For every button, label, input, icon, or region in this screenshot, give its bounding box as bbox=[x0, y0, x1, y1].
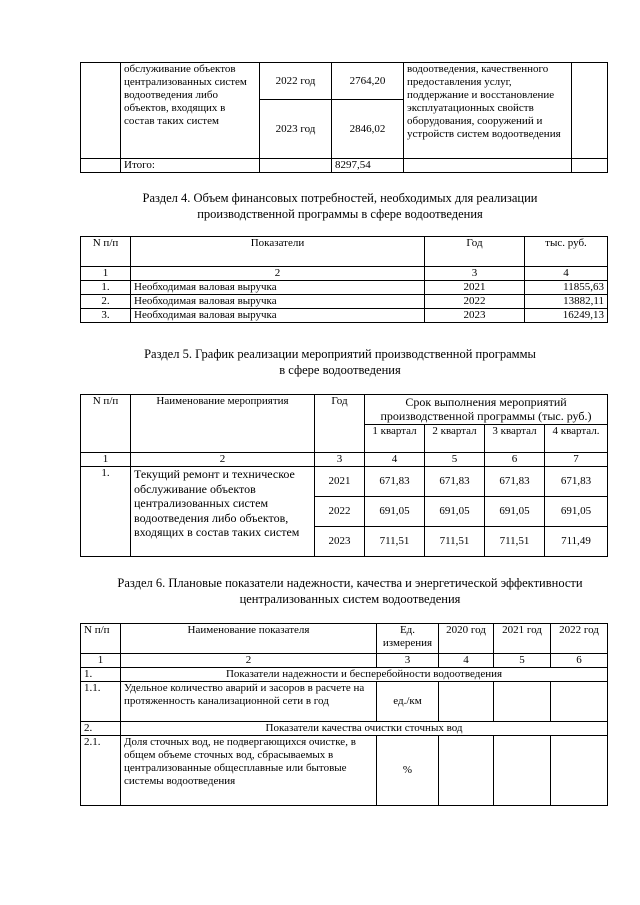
row-unit: % bbox=[377, 736, 439, 806]
row-amount: 16249,13 bbox=[525, 309, 608, 323]
item-name: Текущий ремонт и техническое обслуживание объектов централизованных систем водоотведения либо объектов, входящих в состав таких систем bbox=[131, 467, 315, 557]
col-number: 6 bbox=[551, 654, 608, 668]
row-q1: 711,51 bbox=[365, 527, 425, 557]
header-year: Год bbox=[425, 237, 525, 267]
row-n: 1. bbox=[81, 281, 131, 295]
empty-cell bbox=[439, 736, 494, 806]
row-n: 3. bbox=[81, 309, 131, 323]
col-number: 7 bbox=[545, 453, 608, 467]
top-value-2023: 2846,02 bbox=[332, 100, 404, 159]
col-number: 2 bbox=[131, 453, 315, 467]
group-title: Показатели качества очистки сточных вод bbox=[121, 722, 608, 736]
section4-title-line2: производственной программы в сфере водоотведения bbox=[197, 207, 483, 221]
row-year: 2022 bbox=[315, 497, 365, 527]
row-q2: 671,83 bbox=[425, 467, 485, 497]
header-unit: Ед. измерения bbox=[377, 624, 439, 654]
row-year: 2021 bbox=[425, 281, 525, 295]
row-q1: 671,83 bbox=[365, 467, 425, 497]
col-number: 2 bbox=[131, 267, 425, 281]
header-year: Год bbox=[315, 395, 365, 453]
group-n: 1. bbox=[81, 668, 121, 682]
row-n: 1.1. bbox=[81, 682, 121, 722]
group-title: Показатели надежности и бесперебойности водоотведения bbox=[121, 668, 608, 682]
empty-cell bbox=[260, 159, 332, 173]
col-number: 2 bbox=[121, 654, 377, 668]
row-unit: ед./км bbox=[377, 682, 439, 722]
total-value: 8297,54 bbox=[332, 159, 404, 173]
section4-title-line1: Раздел 4. Объем финансовых потребностей, необходимых для реализации bbox=[142, 191, 538, 205]
row-year: 2023 bbox=[315, 527, 365, 557]
empty-cell bbox=[551, 682, 608, 722]
row-q3: 691,05 bbox=[485, 497, 545, 527]
row-q4: 671,83 bbox=[545, 467, 608, 497]
col-number: 3 bbox=[315, 453, 365, 467]
header-n: N п/п bbox=[81, 624, 121, 654]
top-description: обслуживание объектов централизованных систем водоотведения либо объектов, входящих в состав таких систем bbox=[121, 63, 260, 159]
top-value-2022: 2764,20 bbox=[332, 63, 404, 100]
row-q4: 711,49 bbox=[545, 527, 608, 557]
row-q3: 671,83 bbox=[485, 467, 545, 497]
row-amount: 13882,11 bbox=[525, 295, 608, 309]
group-n: 2. bbox=[81, 722, 121, 736]
header-2021: 2021 год bbox=[494, 624, 551, 654]
row-q2: 691,05 bbox=[425, 497, 485, 527]
row-year: 2022 bbox=[425, 295, 525, 309]
row-name: Удельное количество аварий и засоров в расчете на протяженность канализационной сети в год bbox=[121, 682, 377, 722]
row-n: 2.1. bbox=[81, 736, 121, 806]
empty-cell bbox=[439, 682, 494, 722]
row-n: 2. bbox=[81, 295, 131, 309]
section4-table bbox=[80, 236, 608, 323]
empty-cell bbox=[572, 159, 608, 173]
section6-title-line2: централизованных систем водоотведения bbox=[239, 592, 461, 606]
row-indicator: Необходимая валовая выручка bbox=[131, 295, 425, 309]
header-amount: тыс. руб. bbox=[525, 237, 608, 267]
top-year-2023: 2023 год bbox=[260, 100, 332, 159]
col-number: 1 bbox=[81, 267, 131, 281]
col-number: 4 bbox=[439, 654, 494, 668]
section4-title bbox=[100, 190, 580, 222]
header-period: Срок выполнения мероприятий производственной программы (тыс. руб.) bbox=[365, 395, 608, 425]
row-indicator: Необходимая валовая выручка bbox=[131, 281, 425, 295]
section6-title-line1: Раздел 6. Плановые показатели надежности, качества и энергетической эффективности bbox=[117, 576, 583, 590]
empty-cell bbox=[551, 736, 608, 806]
table-top-continuation bbox=[80, 62, 608, 173]
row-q2: 711,51 bbox=[425, 527, 485, 557]
col-number: 4 bbox=[525, 267, 608, 281]
row-q1: 691,05 bbox=[365, 497, 425, 527]
header-q1: 1 квартал bbox=[365, 425, 425, 453]
header-name: Наименование мероприятия bbox=[131, 395, 315, 453]
col-number: 5 bbox=[494, 654, 551, 668]
col-number: 1 bbox=[81, 654, 121, 668]
header-2020: 2020 год bbox=[439, 624, 494, 654]
header-2022: 2022 год bbox=[551, 624, 608, 654]
col-number: 1 bbox=[81, 453, 131, 467]
row-q3: 711,51 bbox=[485, 527, 545, 557]
col-number: 6 bbox=[485, 453, 545, 467]
empty-cell bbox=[81, 63, 121, 159]
header-name: Наименование показателя bbox=[121, 624, 377, 654]
section5-title bbox=[100, 346, 580, 378]
header-n: N п/п bbox=[81, 237, 131, 267]
section6-title bbox=[70, 575, 630, 607]
top-note: водоотведения, качественного предоставления услуг, поддержание и восстановление эксплуатационных свойств оборудования, сооружений и устройств систем водоотведения bbox=[404, 63, 572, 159]
empty-cell bbox=[404, 159, 572, 173]
section5-title-line2: в сфере водоотведения bbox=[279, 363, 401, 377]
row-indicator: Необходимая валовая выручка bbox=[131, 309, 425, 323]
total-label: Итого: bbox=[121, 159, 260, 173]
col-number: 3 bbox=[377, 654, 439, 668]
col-number: 4 bbox=[365, 453, 425, 467]
empty-cell bbox=[494, 682, 551, 722]
header-q2: 2 квартал bbox=[425, 425, 485, 453]
empty-cell bbox=[81, 159, 121, 173]
row-q4: 691,05 bbox=[545, 497, 608, 527]
top-year-2022: 2022 год bbox=[260, 63, 332, 100]
header-indicator: Показатели bbox=[131, 237, 425, 267]
header-q4: 4 квартал. bbox=[545, 425, 608, 453]
row-year: 2023 bbox=[425, 309, 525, 323]
row-name: Доля сточных вод, не подвергающихся очистке, в общем объеме сточных вод, сбрасываемых в централизованные общесплавные или бытовые системы водоотведения bbox=[121, 736, 377, 806]
col-number: 5 bbox=[425, 453, 485, 467]
section5-table bbox=[80, 394, 608, 557]
empty-cell bbox=[572, 63, 608, 159]
header-q3: 3 квартал bbox=[485, 425, 545, 453]
header-n: N п/п bbox=[81, 395, 131, 453]
row-year: 2021 bbox=[315, 467, 365, 497]
item-n: 1. bbox=[81, 467, 131, 557]
col-number: 3 bbox=[425, 267, 525, 281]
empty-cell bbox=[494, 736, 551, 806]
section6-table bbox=[80, 623, 608, 806]
row-amount: 11855,63 bbox=[525, 281, 608, 295]
section5-title-line1: Раздел 5. График реализации мероприятий производственной программы bbox=[144, 347, 536, 361]
